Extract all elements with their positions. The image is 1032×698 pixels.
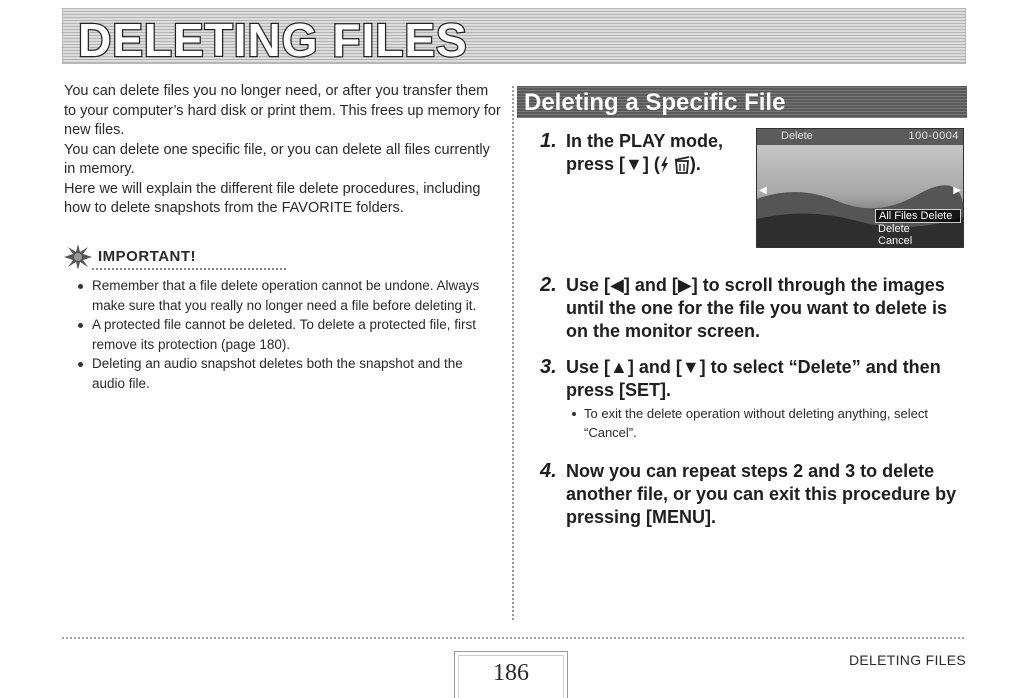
list-item: Remember that a file delete operation cannot be undone. Always make sure that you really no longer need a file before deleting it. [76,276,496,315]
section-title: Deleting a Specific File [524,89,786,116]
step-3 [540,356,960,446]
monitor-mode-label: Delete [781,130,813,142]
camera-monitor-screen [756,128,964,248]
footer-rule [62,637,966,639]
monitor-top-bar [757,129,963,145]
step-number: 2. [540,274,557,296]
step-text-line: ). [689,154,701,174]
menu-item-all-files-delete[interactable]: All Files Delete [875,209,961,223]
column-divider [512,84,514,620]
step-text: Use [◀] and [▶] to scroll through the images until the one for the file you want to delete is on the monitor screen. [566,275,948,341]
step-2 [540,274,960,346]
step-4 [540,460,960,532]
important-list [76,276,496,393]
step-text-line: In the PLAY mode, [566,131,724,151]
page-number: 186 [493,660,529,686]
intro-text [64,82,504,219]
step-number: 1. [540,130,557,152]
flash-icon [660,157,669,173]
list-item: A protected file cannot be deleted. To delete a protected file, first remove its protection (page 180). [76,315,496,354]
menu-item-delete[interactable]: Delete [878,223,910,235]
page-title: DELETING FILES [78,14,468,66]
step-text: Use [▲] and [▼] to select “Delete” and then press [SET]. [566,357,941,400]
trash-icon [674,156,690,174]
step-text: Now you can repeat steps 2 and 3 to delete another file, or you can exit this procedure by pressing [MENU]. [566,461,957,527]
step-note: To exit the delete operation without deleting anything, select “Cancel”. [570,404,944,442]
file-number: 100-0004 [908,130,959,142]
step-text-line: press [▼] ( [566,154,660,174]
left-arrow-icon: ◀ [759,185,767,196]
page-number-box [454,651,568,698]
important-heading [64,244,214,270]
delete-menu [875,209,961,247]
step-number: 3. [540,356,557,378]
list-item: Deleting an audio snapshot deletes both the snapshot and the audio file. [76,354,496,393]
intro-paragraph: Here we will explain the different file delete procedures, including how to delete snapshots from the FAVORITE folders. [64,180,481,216]
right-arrow-icon: ▶ [953,185,961,196]
step-number: 4. [540,460,557,482]
important-underline [92,268,287,270]
step-text [566,130,723,176]
intro-paragraph: You can delete one specific file, or you can delete all files currently in memory. [64,141,490,177]
important-title: IMPORTANT! [98,248,197,265]
footer-section-label: DELETING FILES [848,652,966,668]
important-burst-icon [64,244,92,270]
intro-paragraph: You can delete files you no longer need, or after you transfer them to your computer’s hard disk or print them. This frees up memory for new files. [64,83,501,138]
step-1 [540,130,750,180]
menu-item-cancel[interactable]: Cancel [878,235,913,247]
